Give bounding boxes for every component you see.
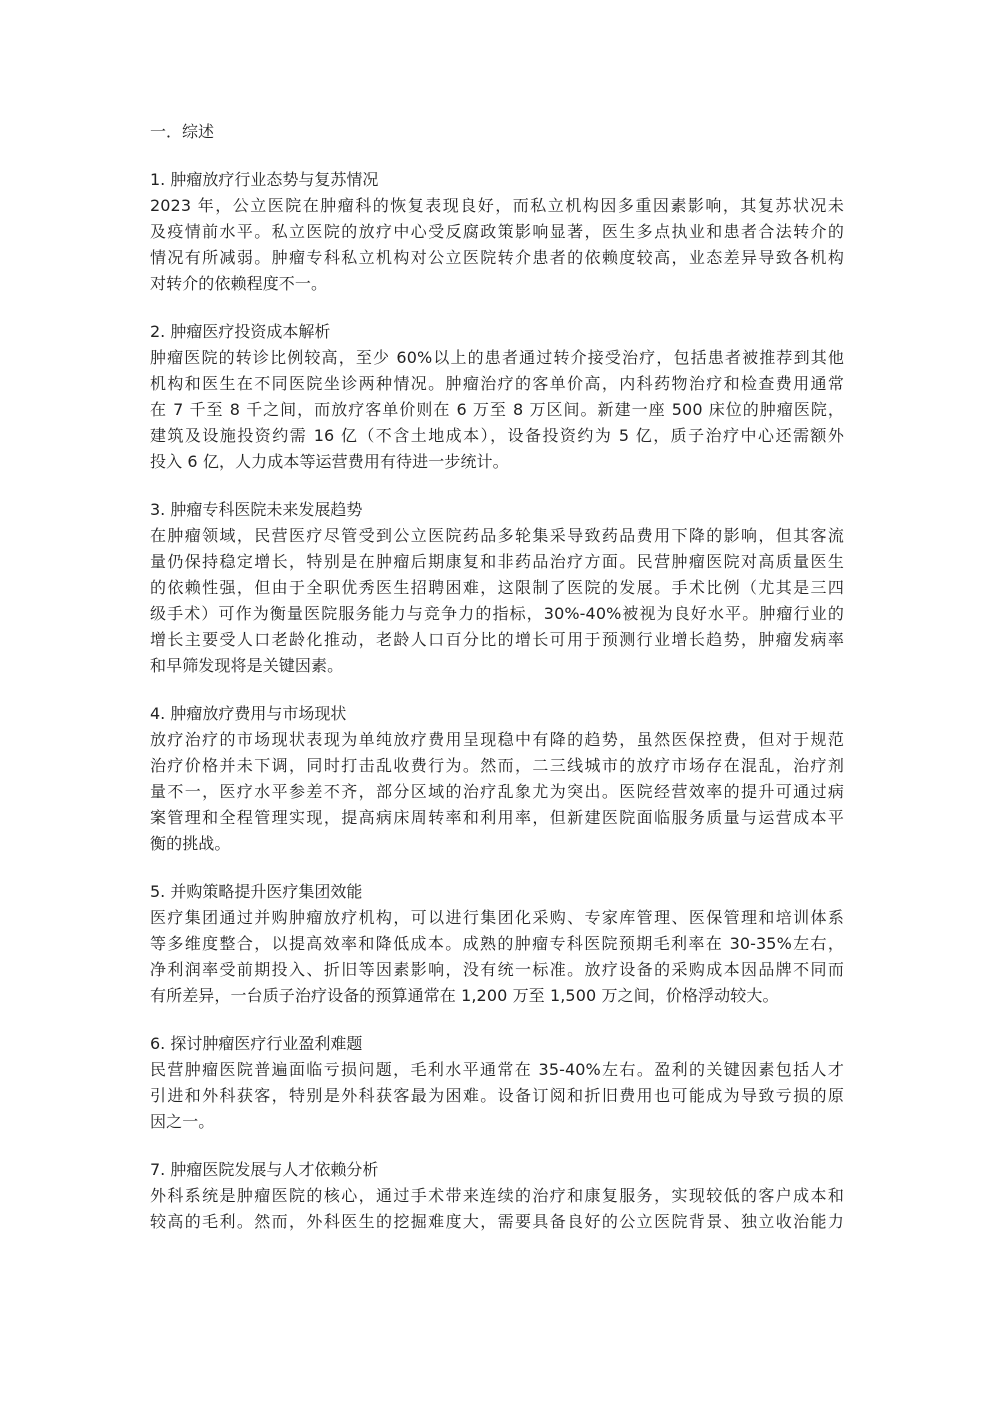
paragraph-line: 较高的毛利。然而，外科医生的挖掘难度大，需要具备良好的公立医院背景、独立收治能力 — [150, 1212, 844, 1231]
paragraph-line: 等多维度整合，以提高效率和降低成本。成熟的肿瘤专科医院预期毛利率在 30-35%左右， — [150, 934, 844, 953]
section-6 — [150, 1031, 844, 1135]
paragraph-line: 和早筛发现将是关键因素。 — [150, 656, 344, 675]
paragraph-line: 情况有所减弱。肿瘤专科私立机构对公立医院转介患者的依赖度较高，业态差异导致各机构 — [150, 248, 844, 267]
paragraph-line: 建筑及设施投资约需 16 亿（不含土地成本），设备投资约为 5 亿，质子治疗中心还需额外 — [150, 426, 844, 445]
paragraph-line: 民营肿瘤医院普遍面临亏损问题，毛利水平通常在 35-40%左右。盈利的关键因素包括人才 — [150, 1060, 844, 1079]
section-7 — [150, 1157, 844, 1235]
paragraph-line: 治疗价格并未下调，同时打击乱收费行为。然而，二三线城市的放疗市场存在混乱，治疗剂 — [150, 756, 844, 775]
paragraph-line: 级手术）可作为衡量医院服务能力与竞争力的指标，30%-40%被视为良好水平。肿瘤行业的 — [150, 604, 844, 623]
section-title: 2. 肿瘤医疗投资成本解析 — [150, 322, 331, 341]
paragraph-line: 在肿瘤领域，民营医疗尽管受到公立医院药品多轮集采导致药品费用下降的影响，但其客流 — [150, 526, 844, 545]
section-body — [150, 1183, 844, 1235]
paragraph-line: 外科系统是肿瘤医院的核心，通过手术带来连续的治疗和康复服务，实现较低的客户成本和 — [150, 1186, 844, 1205]
paragraph-line: 医疗集团通过并购肿瘤放疗机构，可以进行集团化采购、专家库管理、医保管理和培训体系 — [150, 908, 844, 927]
section-2 — [150, 319, 844, 475]
section-title: 1. 肿瘤放疗行业态势与复苏情况 — [150, 170, 379, 189]
section-title: 3. 肿瘤专科医院未来发展趋势 — [150, 500, 363, 519]
paragraph-line: 放疗治疗的市场现状表现为单纯放疗费用呈现稳中有降的趋势，虽然医保控费，但对于规范 — [150, 730, 844, 749]
section-title: 7. 肿瘤医院发展与人才依赖分析 — [150, 1160, 379, 1179]
paragraph-line: 衡的挑战。 — [150, 834, 231, 853]
section-1 — [150, 167, 844, 297]
paragraph-line: 引进和外科获客，特别是外科获客最为困难。设备订阅和折旧费用也可能成为导致亏损的原 — [150, 1086, 844, 1105]
paragraph-line: 机构和医生在不同医院坐诊两种情况。肿瘤治疗的客单价高，内科药物治疗和检查费用通常 — [150, 374, 844, 393]
paragraph-line: 及疫情前水平。私立医院的放疗中心受反腐政策影响显著，医生多点执业和患者合法转介的 — [150, 222, 844, 241]
paragraph-line: 净利润率受前期投入、折旧等因素影响，没有统一标准。放疗设备的采购成本因品牌不同而 — [150, 960, 844, 979]
paragraph-line: 肿瘤医院的转诊比例较高，至少 60%以上的患者通过转介接受治疗，包括患者被推荐到其他 — [150, 348, 844, 367]
paragraph-line: 案管理和全程管理实现，提高病床周转率和利用率，但新建医院面临服务质量与运营成本平 — [150, 808, 844, 827]
section-body — [150, 727, 844, 857]
section-5 — [150, 879, 844, 1009]
paragraph-line: 的依赖性强，但由于全职优秀医生招聘困难，这限制了医院的发展。手术比例（尤其是三四 — [150, 578, 844, 597]
section-body — [150, 345, 844, 475]
section-title: 5. 并购策略提升医疗集团效能 — [150, 882, 363, 901]
section-title: 6. 探讨肿瘤医疗行业盈利难题 — [150, 1034, 363, 1053]
paragraph-line: 量仍保持稳定增长，特别是在肿瘤后期康复和非药品治疗方面。民营肿瘤医院对高质量医生 — [150, 552, 844, 571]
document-page — [150, 119, 844, 1257]
section-title: 4. 肿瘤放疗费用与市场现状 — [150, 704, 347, 723]
document-heading: 一．综述 — [150, 122, 215, 141]
section-body — [150, 905, 844, 1009]
paragraph-line: 投入 6 亿，人力成本等运营费用有待进一步统计。 — [150, 452, 509, 471]
document-sections — [150, 167, 844, 1235]
section-body — [150, 1057, 844, 1135]
paragraph-line: 2023 年，公立医院在肿瘤科的恢复表现良好，而私立机构因多重因素影响，其复苏状况未 — [150, 196, 844, 215]
paragraph-line: 在 7 千至 8 千之间，而放疗客单价则在 6 万至 8 万区间。新建一座 500 床位的肿瘤医院， — [150, 400, 844, 419]
section-body — [150, 193, 844, 297]
paragraph-line: 量不一，医疗水平参差不齐，部分区域的治疗乱象尤为突出。医院经营效率的提升可通过病 — [150, 782, 844, 801]
paragraph-line: 增长主要受人口老龄化推动，老龄人口百分比的增长可用于预测行业增长趋势，肿瘤发病率 — [150, 630, 844, 649]
paragraph-line: 对转介的依赖程度不一。 — [150, 274, 328, 293]
paragraph-line: 有所差异，一台质子治疗设备的预算通常在 1,200 万至 1,500 万之间，价格浮动较大。 — [150, 986, 779, 1005]
section-3 — [150, 497, 844, 679]
section-body — [150, 523, 844, 679]
section-4 — [150, 701, 844, 857]
paragraph-line: 因之一。 — [150, 1112, 215, 1131]
